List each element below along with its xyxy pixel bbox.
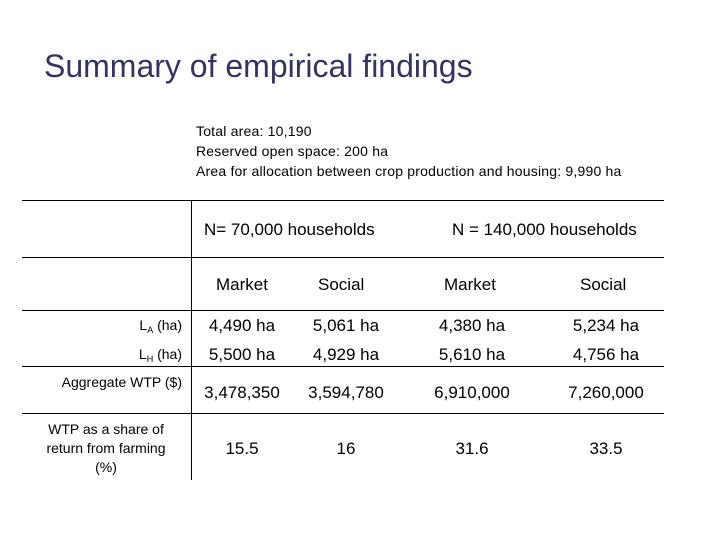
table-cell: 3,478,350 <box>204 383 280 402</box>
table-cell: 4,380 ha <box>438 316 506 335</box>
table-cell: 15.5 <box>225 439 259 458</box>
table-cell: 4,490 ha <box>208 316 276 335</box>
group-header-70k: N= 70,000 households <box>204 220 375 239</box>
area-info <box>196 121 622 181</box>
rows-divider-rule <box>22 366 664 367</box>
row-label-la: $L_A$ (ha) <box>139 317 182 335</box>
table-cell: 5,234 ha <box>572 316 640 335</box>
subheader-market-140k: Market <box>444 275 496 294</box>
group-header-140k: N = 140,000 households <box>452 220 637 239</box>
rows-divider-rule <box>22 413 664 414</box>
table-cell: 31.6 <box>455 439 489 458</box>
subheader-market-70k: Market <box>216 275 268 294</box>
table-cell: 16 <box>336 439 356 458</box>
reserved-space-line: Reserved open space: 200 ha <box>196 143 389 159</box>
row-label-lh: $L_H$ (ha) <box>138 346 182 364</box>
allocation-area-line: Area for allocation between crop production and housing: 9,990 ha <box>196 163 622 179</box>
subheader-divider-rule <box>22 310 664 311</box>
table-cell: 4,929 ha <box>312 345 380 364</box>
subheader-social-140k: Social <box>580 275 627 294</box>
header-divider-rule <box>22 257 664 258</box>
total-area-line: Total area: 10,190 <box>196 123 312 139</box>
table-cell: 4,756 ha <box>572 345 640 364</box>
row-label-wtp-share: WTP as a share of return from farming (%) <box>46 421 166 475</box>
subheader-social-70k: Social <box>318 275 365 294</box>
table-cell: 5,610 ha <box>438 345 506 364</box>
table-cell: 33.5 <box>589 439 623 458</box>
table-top-rule <box>22 200 664 201</box>
label-column-rule <box>191 200 192 480</box>
row-label-aggregate-wtp: Aggregate WTP ($) <box>61 374 182 390</box>
table-cell: 5,061 ha <box>312 316 380 335</box>
slide-title: Summary of empirical findings <box>44 48 473 84</box>
table-cell: 3,594,780 <box>308 383 384 402</box>
table-cell: 7,260,000 <box>568 383 644 402</box>
table-cell: 6,910,000 <box>434 383 510 402</box>
table-cell: 5,500 ha <box>208 345 276 364</box>
